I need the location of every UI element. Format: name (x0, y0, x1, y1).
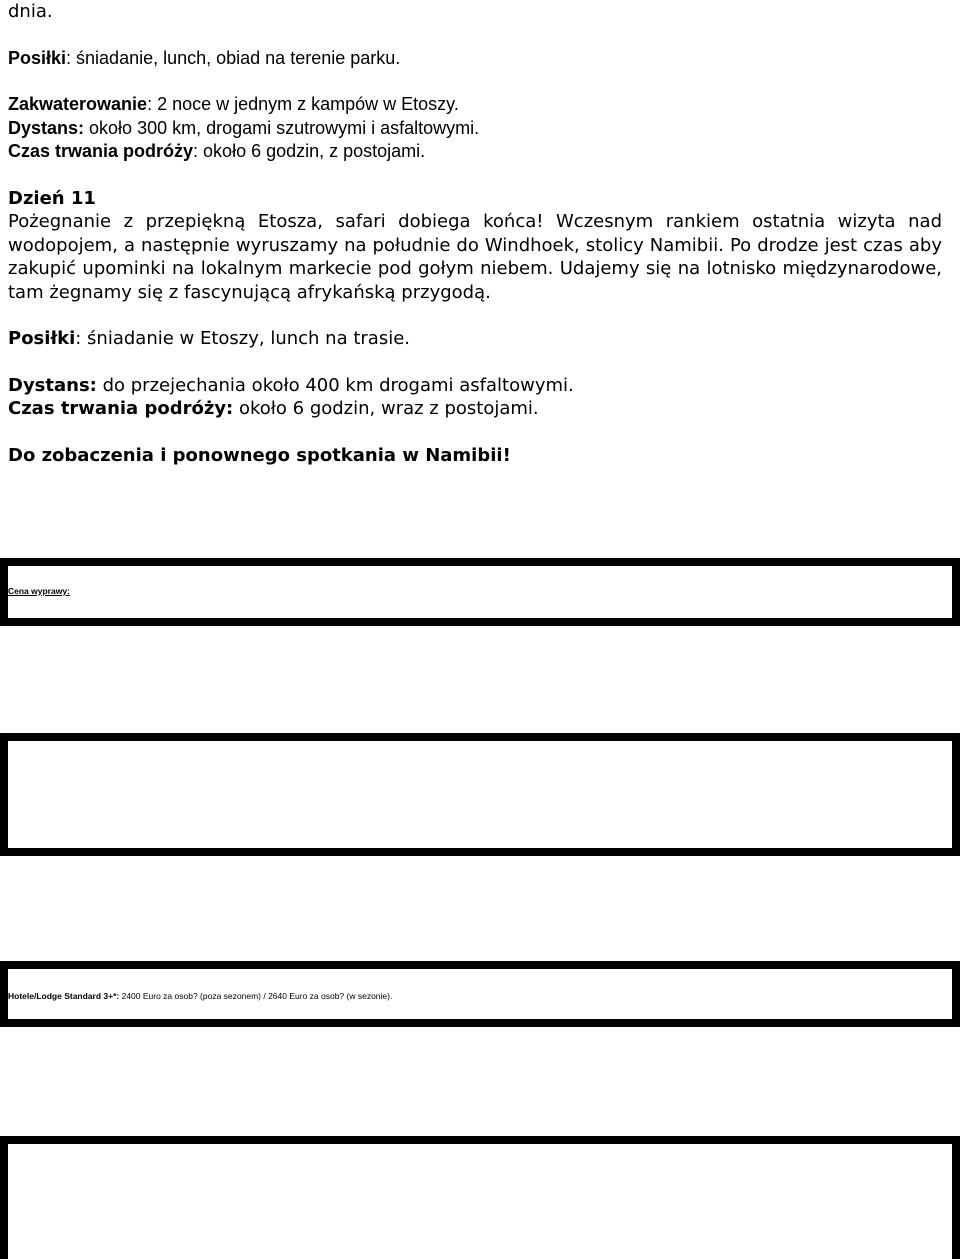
empty-box-bottom (0, 1136, 960, 1259)
distance-text: do przejechania około 400 km drogami asfaltowymi. (96, 374, 574, 396)
distance-text: około 300 km, drogami szutrowymi i asfaltowymi. (84, 117, 480, 138)
lodging-text: : 2 noce w jednym z kampów w Etoszy. (147, 94, 459, 114)
duration-label: Czas trwania podróży (8, 141, 194, 161)
meals-line-day11 (8, 327, 942, 351)
duration-line-day11 (8, 397, 942, 421)
distance-line-day10 (8, 117, 942, 141)
distance-line-day11 (8, 374, 942, 398)
meals-line-day10 (8, 47, 942, 71)
price-box (0, 558, 960, 626)
duration-line-day10 (8, 140, 942, 164)
hotel-label: Hotele/Lodge Standard 3+*: (8, 991, 120, 1001)
distance-label: Dystans: (8, 374, 97, 396)
lodging-label: Zakwaterowanie (8, 94, 148, 114)
hotel-price-box (0, 961, 960, 1027)
meals-text: : śniadanie, lunch, obiad na terenie parku. (66, 47, 401, 68)
hotel-price-text: 2400 Euro za osob? (poza sezonem) / 2640 Euro za osob? (w sezonie). (119, 991, 393, 1001)
continued-fragment: dnia. (8, 1, 53, 22)
itinerary-document (8, 0, 942, 467)
price-label: Cena wyprawy: (8, 586, 70, 596)
duration-label: Czas trwania podróży: (8, 398, 234, 419)
duration-text: około 6 godzin, wraz z postojami. (233, 398, 539, 419)
lodging-line (8, 93, 942, 117)
farewell-line: Do zobaczenia i ponownego spotkania w Namibii! (8, 444, 511, 466)
meals-label: Posiłki (8, 328, 76, 349)
meals-text: : śniadanie w Etoszy, lunch na trasie. (75, 328, 411, 349)
empty-box (0, 733, 960, 856)
hotel-price-line (8, 991, 392, 1001)
day-description: Pożegnanie z przepiękną Etosza, safari dobiega końca! Wczesnym rankiem ostatnia wizyta nad wodopojem, a następnie wyruszamy na południe do Windhoek, stolicy Namibii. Po drodze jest czas aby zakupić upominki na lokalnym markecie pod gołym niebem. Udajemy się na lotnisko międzynarodowe, tam żegnamy się z fascynującą afrykańską przygodą. (8, 211, 942, 303)
duration-text: : około 6 godzin, z postojami. (193, 141, 426, 161)
day-title: Dzień 11 (8, 187, 96, 209)
meals-label: Posiłki (8, 47, 67, 68)
distance-label: Dystans: (8, 117, 85, 138)
